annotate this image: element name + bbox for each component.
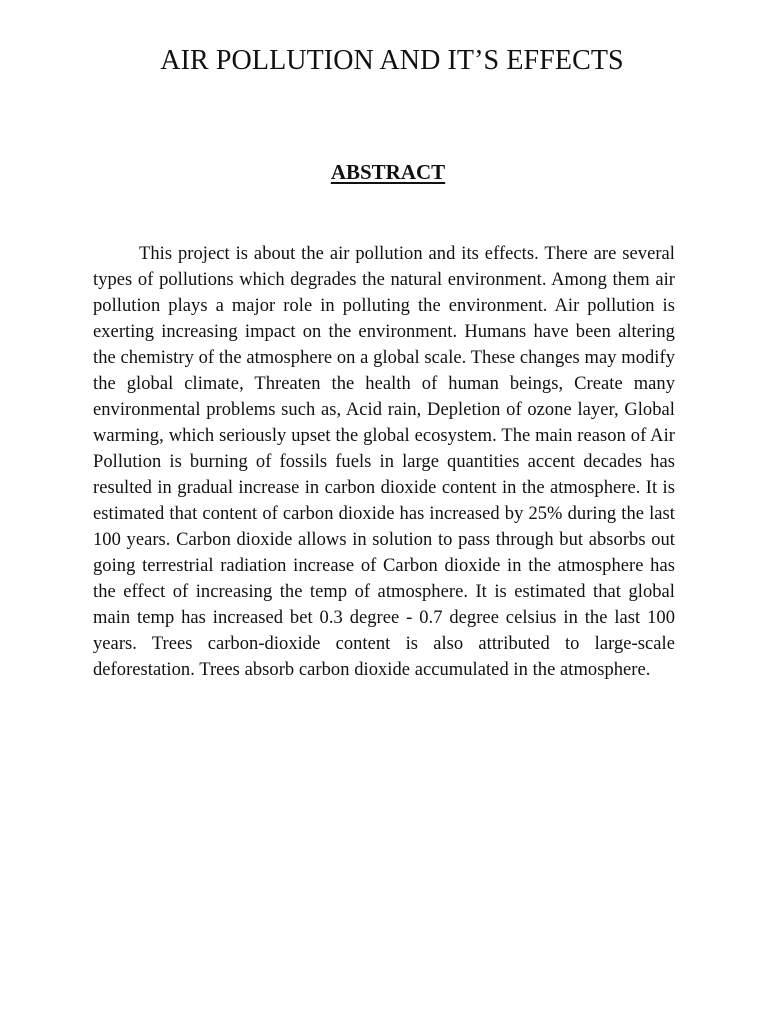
document-title: AIR POLLUTION AND IT’S EFFECTS bbox=[160, 45, 624, 76]
abstract-paragraph: This project is about the air pollution and its effects. There are several types of pollutions which degrades the natural environment. Among them air pollution plays a major role in polluting the environment. Air pollution is exerting increasing impact on the environment. Humans have been altering the chemistry of the atmosphere on a global scale. These changes may modify the global climate, Threaten the health of human beings, Create many environmental problems such as, Acid rain, Depletion of ozone layer, Global warming, which seriously upset the global ecosystem. The main reason of Air Pollution is burning of fossils fuels in large quantities accent decades has resulted in gradual increase in carbon dioxide content in the atmosphere. It is estimated that content of carbon dioxide has increased by 25% during the last 100 years. Carbon dioxide allows in solution to pass through but absorbs out going terrestrial radiation increase of Carbon dioxide in the atmosphere has the effect of increasing the temp of atmosphere. It is estimated that global main temp has increased bet 0.3 degree - 0.7 degree celsius in the last 100 years. Trees carbon-dioxide content is also attributed to large-scale deforestation. Trees absorb carbon dioxide accumulated in the atmosphere. bbox=[93, 244, 675, 680]
abstract-heading: ABSTRACT bbox=[330, 160, 446, 184]
